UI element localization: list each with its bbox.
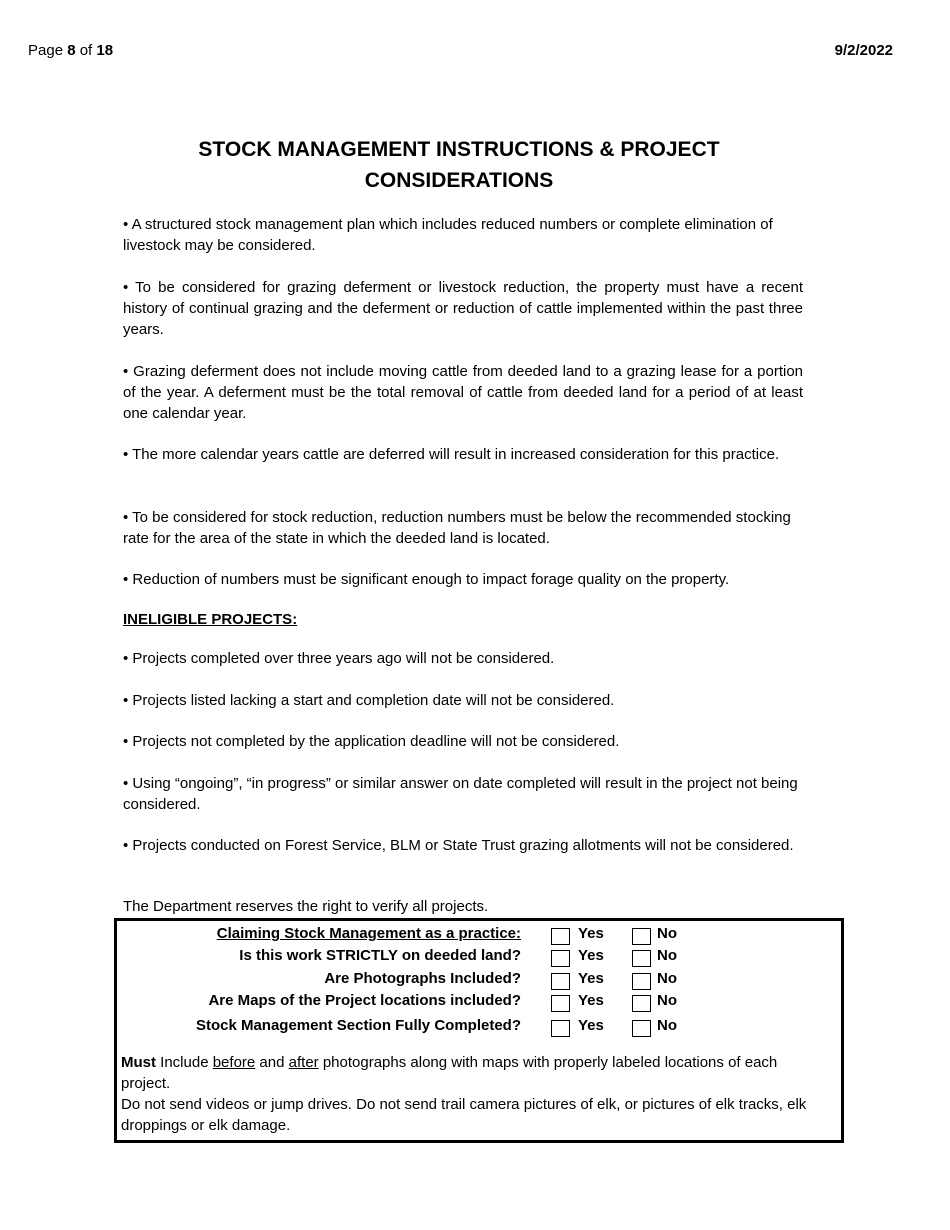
question-row-claiming [117, 924, 841, 946]
page-title [160, 134, 758, 196]
bullet-5: • To be considered for stock reduction, reduction numbers must be below the recommended stocking rate for the area of the state in which the deeded land is located. [123, 509, 791, 547]
title-line-2: CONSIDERATIONS [364, 169, 554, 192]
bullet-2: • To be considered for grazing deferment or livestock reduction, the property must have a recent history of continual grazing and the deferment or reduction of cattle implemented within the past three years. [123, 279, 803, 338]
no-checkbox[interactable] [632, 973, 651, 990]
yes-checkbox[interactable] [551, 928, 570, 945]
no-checkbox[interactable] [632, 950, 651, 967]
yes-checkbox[interactable] [551, 950, 570, 967]
title-line-1: STOCK MANAGEMENT INSTRUCTIONS & PROJECT [198, 138, 720, 161]
before-text: before [212, 1054, 256, 1071]
question-label: Are Maps of the Project locations included? [208, 992, 521, 1009]
include-text: Include [156, 1054, 213, 1071]
must-text: Must [121, 1054, 156, 1071]
page-indicator [28, 42, 113, 59]
page-of: of [75, 42, 97, 59]
question-label: Are Photographs Included? [324, 970, 521, 987]
question-row-deeded-land [117, 946, 841, 968]
question-row-photographs [117, 969, 841, 991]
no-checkbox[interactable] [632, 995, 651, 1012]
department-note: The Department reserves the right to verify all projects. [123, 898, 489, 915]
bullet-4: • The more calendar years cattle are deferred will result in increased consideration for this practice. [123, 446, 780, 463]
no-checkbox[interactable] [632, 1020, 651, 1037]
question-label: Claiming Stock Management as a practice: [216, 925, 521, 942]
no-label: No [657, 992, 677, 1009]
yes-label: Yes [578, 1017, 604, 1034]
bullet-6: • Reduction of numbers must be significant enough to impact forage quality on the property. [123, 571, 730, 588]
instructions-rest: photographs along with maps with properly labeled locations of each project. [121, 1054, 778, 1092]
and-text: and [255, 1054, 289, 1071]
ineligible-item-2: • Projects listed lacking a start and completion date will not be considered. [123, 692, 615, 709]
yes-checkbox[interactable] [551, 995, 570, 1012]
bullet-3: • Grazing deferment does not include moving cattle from deeded land to a grazing lease for a portion of the year. A deferment must be the total removal of cattle from deeded land for a period of at least one calendar year. [123, 363, 803, 422]
page-prefix: Page [28, 42, 68, 59]
after-text: after [288, 1054, 319, 1071]
bullet-1: • A structured stock management plan which includes reduced numbers or complete elimination of livestock may be considered. [123, 216, 773, 254]
no-checkbox[interactable] [632, 928, 651, 945]
question-row-maps [117, 991, 841, 1013]
ineligible-item-1: • Projects completed over three years ago will not be considered. [123, 650, 555, 667]
document-date: 9/2/2022 [834, 42, 893, 59]
ineligible-item-4: • Using “ongoing”, “in progress” or similar answer on date completed will result in the project not being considered. [123, 775, 798, 813]
no-label: No [657, 947, 677, 964]
checklist-box [114, 918, 844, 1143]
yes-checkbox[interactable] [551, 1020, 570, 1037]
yes-label: Yes [578, 992, 604, 1009]
yes-label: Yes [578, 970, 604, 987]
no-label: No [657, 1017, 677, 1034]
ineligible-heading: INELIGIBLE PROJECTS: [123, 611, 298, 628]
question-label: Is this work STRICTLY on deeded land? [239, 947, 521, 964]
no-label: No [657, 970, 677, 987]
page-total: 18 [96, 42, 114, 59]
page-number: 8 [67, 42, 76, 59]
yes-label: Yes [578, 925, 604, 942]
media-restrictions: Do not send videos or jump drives. Do not send trail camera pictures of elk, or pictures of elk tracks, elk droppings or elk damage. [121, 1096, 807, 1134]
ineligible-item-5: • Projects conducted on Forest Service, BLM or State Trust grazing allotments will not be considered. [123, 837, 794, 854]
question-label: Stock Management Section Fully Completed? [195, 1017, 521, 1034]
no-label: No [657, 925, 677, 942]
yes-checkbox[interactable] [551, 973, 570, 990]
ineligible-item-3: • Projects not completed by the application deadline will not be considered. [123, 733, 620, 750]
photo-instructions [121, 1052, 827, 1094]
yes-label: Yes [578, 947, 604, 964]
question-row-section-completed [117, 1016, 841, 1038]
